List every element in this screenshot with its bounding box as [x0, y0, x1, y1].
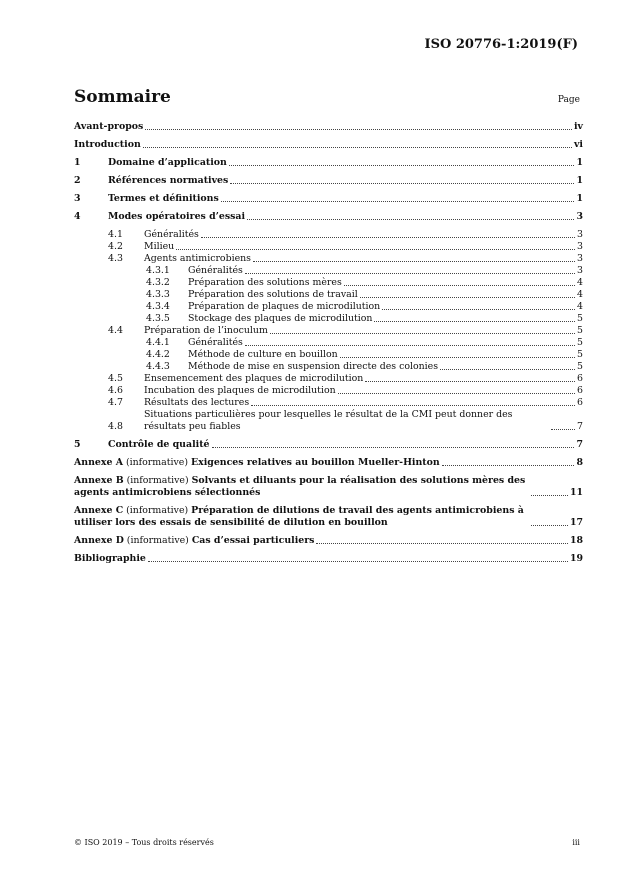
annex-title: Préparation de dilutions de travail des agents antimicrobiens à utiliser lors des essais de sensibilité de dilution en bouillon [74, 505, 524, 528]
table-of-contents [74, 121, 583, 571]
toc-entry[interactable] [74, 535, 583, 547]
toc-entry-number: 5 [74, 439, 81, 450]
toc-entry-title: Introduction [74, 139, 141, 150]
toc-entry-number: 4.1 [108, 229, 123, 240]
toc-entry-title: Références normatives [108, 175, 229, 186]
annex-label: Annexe A [74, 457, 123, 468]
toc-entry-title [74, 475, 529, 499]
toc-entry-page: 8 [576, 457, 583, 468]
page-number: iii [572, 838, 580, 847]
toc-entry[interactable] [74, 313, 583, 325]
toc-entry[interactable] [74, 289, 583, 301]
annex-type: (informative) [122, 457, 191, 468]
toc-entry[interactable] [74, 301, 583, 313]
toc-entry-page: 3 [577, 229, 583, 240]
toc-entry-number: 2 [74, 175, 81, 186]
dot-leader [212, 447, 575, 448]
toc-entry-number: 4.3.3 [146, 289, 170, 300]
toc-entry-title: Contrôle de qualité [108, 439, 210, 450]
toc-entry-page: 7 [577, 421, 583, 432]
toc-entry-number: 4.2 [108, 241, 123, 252]
toc-entry[interactable] [74, 349, 583, 361]
page-title: Sommaire [74, 87, 171, 107]
toc-entry-title: Méthode de mise en suspension directe des colonies [188, 361, 439, 372]
toc-entry-title: Incubation des plaques de microdilution [144, 385, 336, 396]
toc-entry-title: Modes opératoires d’essai [108, 211, 246, 222]
toc-entry[interactable] [74, 175, 583, 187]
toc-entry-number: 4.4 [108, 325, 123, 336]
toc-entry-title [74, 505, 529, 529]
toc-entry[interactable] [74, 241, 583, 253]
toc-entry-title: Généralités [144, 229, 199, 240]
toc-entry-title: Stockage des plaques de microdilution [188, 313, 373, 324]
toc-entry-title [74, 457, 440, 469]
toc-entry-title: Préparation des solutions de travail [188, 289, 358, 300]
toc-entry-page: 19 [569, 553, 583, 564]
annex-title: Exigences relatives au bouillon Mueller-Hinton [190, 457, 440, 468]
toc-entry-title: Généralités [188, 337, 243, 348]
dot-leader [143, 147, 572, 148]
toc-entry[interactable] [74, 229, 583, 241]
dot-leader [551, 429, 575, 430]
toc-entry[interactable] [74, 121, 583, 133]
toc-entry-title: Avant-propos [74, 121, 144, 132]
dot-leader [442, 465, 575, 466]
toc-entry[interactable] [74, 409, 583, 433]
toc-entry[interactable] [74, 157, 583, 169]
toc-entry[interactable] [74, 139, 583, 151]
toc-entry-page: 4 [577, 289, 583, 300]
toc-entry[interactable] [74, 457, 583, 469]
toc-entry[interactable] [74, 385, 583, 397]
page-column-label: Page [557, 95, 580, 105]
toc-entry-number: 4.4.1 [146, 337, 170, 348]
toc-entry[interactable] [74, 439, 583, 451]
toc-entry-page: 6 [577, 373, 583, 384]
dot-leader [440, 369, 575, 370]
toc-entry[interactable] [74, 361, 583, 373]
dot-leader [245, 273, 575, 274]
dot-leader [360, 297, 575, 298]
toc-entry[interactable] [74, 475, 583, 499]
toc-entry[interactable] [74, 553, 583, 565]
toc-entry-title: Domaine d’application [108, 157, 227, 168]
toc-entry-page: 5 [577, 361, 583, 372]
toc-entry-title: Préparation de l’inoculum [144, 325, 268, 336]
toc-entry[interactable] [74, 253, 583, 265]
dot-leader [230, 183, 574, 184]
toc-entry-number: 4.3.4 [146, 301, 170, 312]
toc-entry-page: 3 [577, 241, 583, 252]
toc-entry-title: Bibliographie [74, 553, 146, 564]
toc-entry-page: 3 [576, 211, 583, 222]
toc-entry-page: 11 [569, 487, 583, 498]
toc-entry-title: Termes et définitions [108, 193, 219, 204]
dot-leader [245, 345, 575, 346]
toc-entry-title [74, 535, 314, 547]
dot-leader [365, 381, 575, 382]
annex-label: Annexe C [74, 505, 124, 516]
toc-entry-page: 5 [577, 325, 583, 336]
dot-leader [148, 561, 568, 562]
dot-leader [374, 321, 575, 322]
toc-entry-page: 3 [577, 265, 583, 276]
dot-leader [221, 201, 575, 202]
toc-entry[interactable] [74, 505, 583, 529]
toc-entry-number: 1 [74, 157, 81, 168]
toc-entry-title: Milieu [144, 241, 175, 252]
toc-entry-title: Agents antimicrobiens [144, 253, 251, 264]
toc-entry-title: Ensemencement des plaques de microdilution [144, 373, 364, 384]
toc-entry-number: 4.7 [108, 397, 123, 408]
toc-entry-number: 4.5 [108, 373, 123, 384]
toc-entry-page: 1 [576, 193, 583, 204]
toc-entry-number: 4.4.3 [146, 361, 170, 372]
toc-entry-page: 5 [577, 313, 583, 324]
toc-entry-page: 4 [577, 301, 583, 312]
dot-leader [176, 249, 575, 250]
toc-entry-page: 3 [577, 253, 583, 264]
toc-entry-title: Préparation de plaques de microdilution [188, 301, 381, 312]
toc-entry-number: 4.3 [108, 253, 123, 264]
annex-title: Cas d’essai particuliers [191, 535, 315, 546]
toc-entry-number: 4 [74, 211, 81, 222]
toc-entry-page: 7 [576, 439, 583, 450]
toc-entry-number: 4.3.2 [146, 277, 170, 288]
toc-entry[interactable] [74, 265, 583, 277]
toc-entry-page: 6 [577, 397, 583, 408]
standard-id: ISO 20776-1:2019(F) [424, 37, 578, 52]
toc-entry-page: iv [573, 121, 583, 132]
annex-label: Annexe B [74, 475, 124, 486]
toc-entry-number: 4.6 [108, 385, 123, 396]
toc-entry-title: Méthode de culture en bouillon [188, 349, 338, 360]
toc-entry-page: 17 [569, 517, 583, 528]
dot-leader [340, 357, 575, 358]
toc-entry-page: 18 [569, 535, 583, 546]
toc-entry-number: 3 [74, 193, 81, 204]
dot-leader [316, 543, 568, 544]
toc-entry-page: 1 [576, 175, 583, 186]
toc-entry[interactable] [74, 397, 583, 409]
annex-type: (informative) [123, 475, 192, 486]
toc-entry[interactable] [74, 211, 583, 223]
annex-type: (informative) [123, 505, 192, 516]
dot-leader [382, 309, 575, 310]
dot-leader [270, 333, 575, 334]
toc-entry[interactable] [74, 337, 583, 349]
toc-entry[interactable] [74, 325, 583, 337]
toc-entry[interactable] [74, 193, 583, 205]
annex-type: (informative) [123, 535, 192, 546]
dot-leader [344, 285, 575, 286]
toc-entry-page: 1 [576, 157, 583, 168]
toc-entry-page: 5 [577, 337, 583, 348]
toc-entry[interactable] [74, 373, 583, 385]
toc-entry-page: 6 [577, 385, 583, 396]
dot-leader [338, 393, 575, 394]
dot-leader [531, 525, 568, 526]
dot-leader [201, 237, 575, 238]
toc-entry-page: 4 [577, 277, 583, 288]
toc-entry-page: vi [573, 139, 583, 150]
toc-entry-number: 4.3.1 [146, 265, 170, 276]
dot-leader [247, 219, 574, 220]
annex-label: Annexe D [74, 535, 124, 546]
dot-leader [251, 405, 575, 406]
toc-entry-title: Généralités [188, 265, 243, 276]
toc-entry-number: 4.4.2 [146, 349, 170, 360]
dot-leader [145, 129, 572, 130]
toc-entry-title: Situations particulières pour lesquelles le résultat de la CMI peut donner des résultats peu fiables [144, 409, 513, 432]
toc-entry-title: Résultats des lectures [144, 397, 250, 408]
toc-entry-number: 4.3.5 [146, 313, 170, 324]
toc-entry[interactable] [74, 277, 583, 289]
dot-leader [253, 261, 575, 262]
copyright-notice: © ISO 2019 – Tous droits réservés [74, 838, 214, 847]
annex-title: Solvants et diluants pour la réalisation des solutions mères des agents antimicrobiens sélectionnés [74, 475, 526, 498]
dot-leader [531, 495, 568, 496]
toc-entry-number: 4.8 [108, 421, 123, 432]
dot-leader [229, 165, 575, 166]
toc-entry-page: 5 [577, 349, 583, 360]
toc-entry-title: Préparation des solutions mères [188, 277, 342, 288]
